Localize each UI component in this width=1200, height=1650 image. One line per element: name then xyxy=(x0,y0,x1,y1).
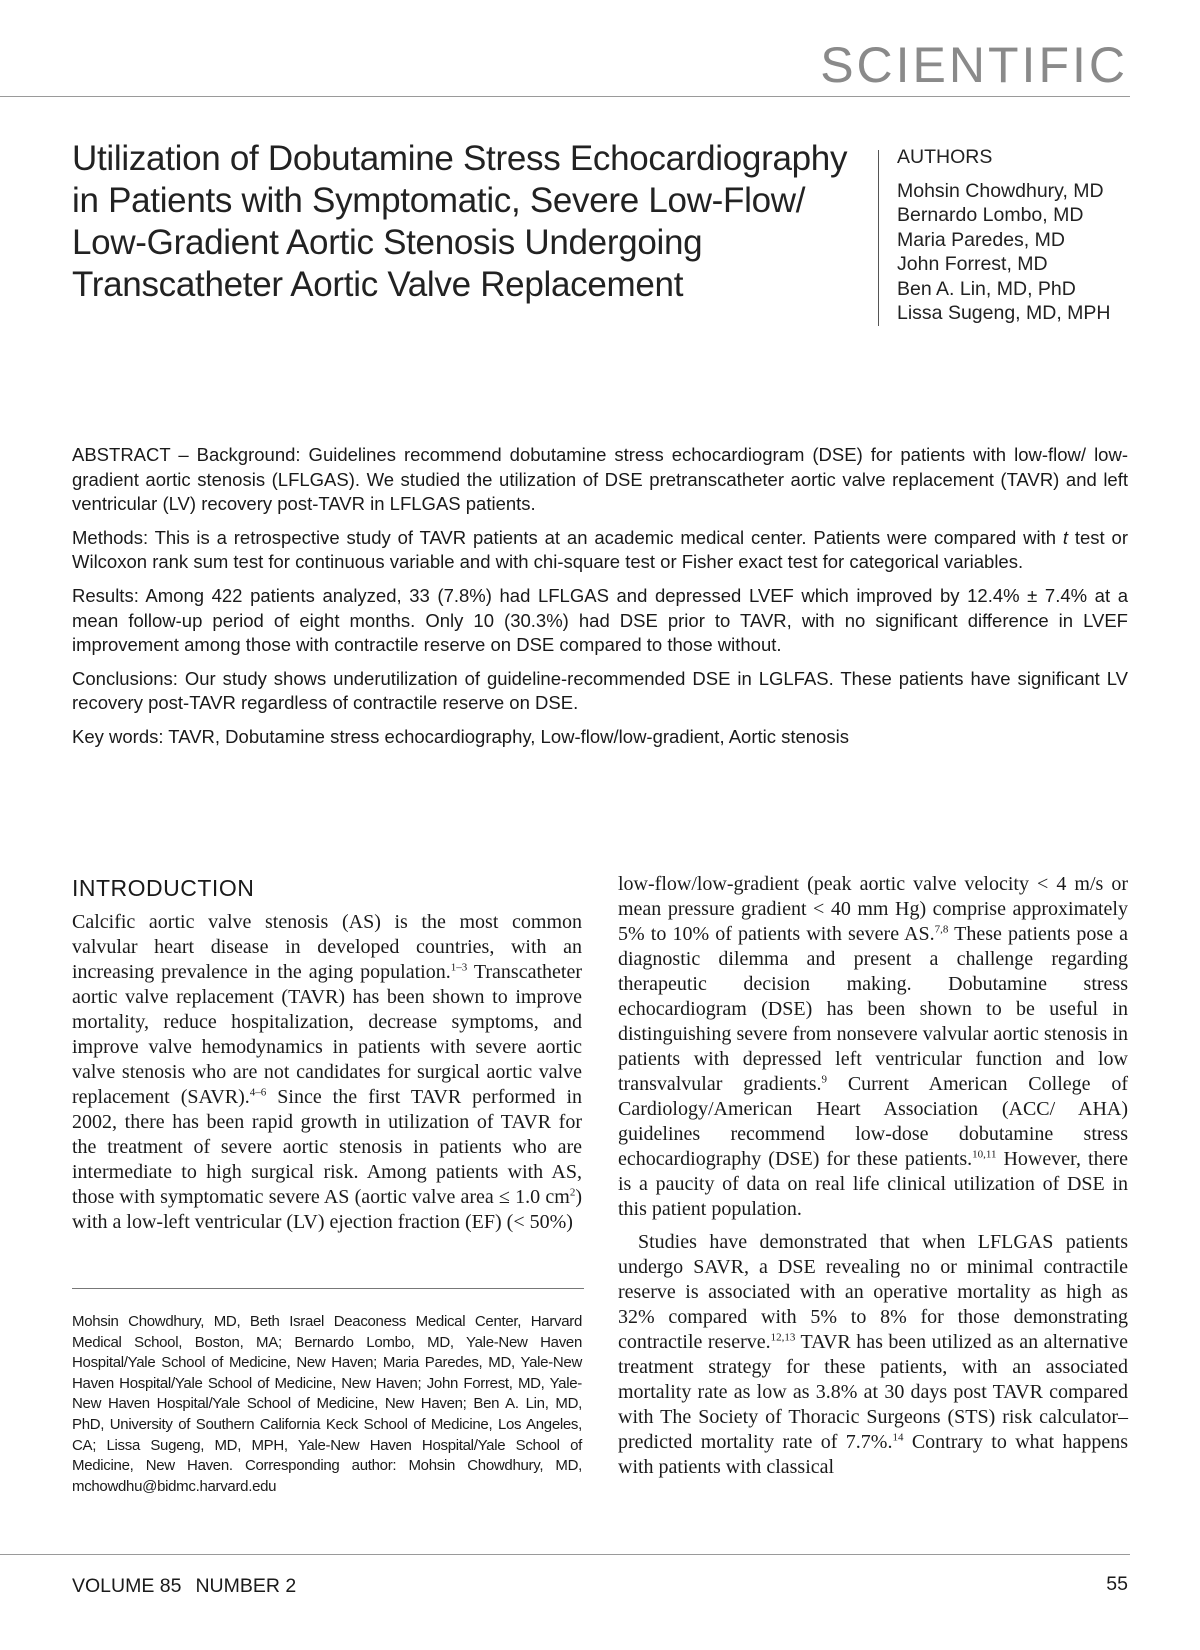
body-text: Since the first TAVR performed in 2002, there has been rapid growth in utilization of TAVR for the treatment of severe aortic stenosis in patients who are intermediate to high surgical risk. Among patients with AS, those with symptomatic severe AS (aortic valve area ≤ 1.0 cm xyxy=(72,1086,582,1208)
abstract-methods xyxy=(72,526,1128,575)
introduction-right-column xyxy=(618,872,1128,1480)
author-name: Bernardo Lombo, MD xyxy=(897,204,1084,226)
citation: 4–6 xyxy=(249,1086,267,1099)
body-text: Current American College of Cardiology/American Heart Association (ACC/ AHA) guidelines recommend low-dose dobutamine stress echocardiography (DSE) for these patients. xyxy=(618,1073,1128,1170)
body-paragraph xyxy=(618,1230,1128,1480)
author-name: Maria Paredes, MD xyxy=(897,228,1065,251)
author-name: Lissa Sugeng, MD, MPH xyxy=(897,302,1111,324)
body-text: Contrary to what happens with patients with classical xyxy=(618,1431,1128,1478)
body-text: These patients pose a diagnostic dilemma and present a challenge regarding therapeutic decision making. Dobutamine stress echocardiogram (DSE) has been shown to be useful in distinguishing severe from nonsevere valvular aortic stenosis in patients with depressed left ventricular function and low transvalvular gradients. xyxy=(618,923,1129,1095)
citation: 10,11 xyxy=(972,1148,997,1161)
authors-heading: AUTHORS xyxy=(897,146,993,168)
footer-number: NUMBER 2 xyxy=(195,1575,297,1597)
footnote-divider xyxy=(72,1288,584,1289)
citation: 7,8 xyxy=(934,923,949,936)
footer-divider xyxy=(0,1554,1130,1555)
footer-issue xyxy=(72,1575,296,1598)
abstract-methods-text: Methods: This is a retrospective study of TAVR patients at an academic medical center. Patients were compared with xyxy=(72,526,1063,548)
section-label: SCIENTIFIC xyxy=(820,37,1128,93)
body-text: However, there is a paucity of data on real life clinical utilization of DSE in this patient population. xyxy=(618,1148,1128,1220)
abstract-results: Results: Among 422 patients analyzed, 33 (7.8%) had LFLGAS and depressed LVEF which improved by 12.4% ± 7.4% at a mean follow-up period of eight months. Only 10 (30.3%) had DSE prior to TAVR, with no significant difference in LVEF improvement among those with contractile reserve on DSE compared to those without. xyxy=(72,584,1128,656)
superscript: 2 xyxy=(569,1186,576,1199)
abstract-conclusions: Conclusions: Our study shows underutilization of guideline-recommended DSE in LGLFAS. These patients have significant LV recovery post-TAVR regardless of contractile reserve on DSE. xyxy=(72,667,1128,714)
authors-block xyxy=(897,145,1187,326)
body-paragraph xyxy=(618,872,1128,1222)
author-name: John Forrest, MD xyxy=(897,253,1048,275)
author-name: Mohsin Chowdhury, MD xyxy=(897,179,1104,202)
citation: 1–3 xyxy=(450,961,468,974)
body-text: TAVR has been utilized as an alternative treatment strategy for these patients, with an associated mortality rate as low as 3.8% at 30 days post TAVR compared with The Society of Thoracic Surgeons (STS) risk calculator–predicted mortality rate of 7.7%. xyxy=(618,1331,1128,1453)
article-title: Utilization of Dobutamine Stress Echocardiography in Patients with Symptomatic, Severe Low-Flow/ Low-Gradient Aortic Stenosis Undergoing Transcatheter Aortic Valve Replacement xyxy=(72,139,848,304)
body-text: Studies have demonstrated that when LFLGAS patients undergo SAVR, a DSE revealing no or minimal contractile reserve is associated with an operative mortality as high as 32% compared with 5% to 8% for those demonstrating contractile reserve. xyxy=(618,1231,1128,1353)
author-name: Ben A. Lin, MD, PhD xyxy=(897,277,1076,300)
abstract-methods-text: test or Wilcoxon rank sum test for continuous variable and with chi-square test or Fisher exact test for categorical variables. xyxy=(72,526,1128,573)
header-divider xyxy=(0,96,1130,97)
abstract xyxy=(72,443,1128,759)
body-text: ) with a low-left ventricular (LV) ejection fraction (EF) (< 50%) xyxy=(72,1186,582,1233)
title-authors-divider xyxy=(878,150,879,326)
citation: 14 xyxy=(892,1431,904,1444)
abstract-keywords: Key words: TAVR, Dobutamine stress echocardiography, Low-flow/low-gradient, Aortic stenosis xyxy=(72,725,849,747)
footer-volume: VOLUME 85 xyxy=(72,1575,182,1597)
abstract-methods-italic: t xyxy=(1062,526,1069,548)
introduction-heading: INTRODUCTION xyxy=(72,875,255,901)
author-affiliations-footnote: Mohsin Chowdhury, MD, Beth Israel Deaconess Medical Center, Harvard Medical School, Boston, MA; Bernardo Lombo, MD, Yale-New Haven Hospital/Yale School of Medicine, New Haven; Maria Paredes, MD, Yale-New Haven Hospital/Yale School of Medicine, New Haven; John Forrest, MD, Yale-New Haven Hospital/Yale School of Medicine, New Haven; Ben A. Lin, MD, PhD, University of Southern California Keck School of Medicine, Los Angeles, CA; Lissa Sugeng, MD, MPH, Yale-New Haven Hospital/Yale School of Medicine, New Haven. Corresponding author: Mohsin Chowdhury, MD, mchowdhu@bidmc.harvard.edu xyxy=(72,1313,582,1495)
introduction-left-column xyxy=(72,910,582,1235)
citation: 9 xyxy=(821,1073,828,1086)
body-text: low-flow/low-gradient (peak aortic valve velocity < 4 m/s or mean pressure gradient < 40 mm Hg) comprise approximately 5% to 10% of patients with severe AS. xyxy=(618,873,1128,945)
citation: 12,13 xyxy=(770,1331,796,1344)
page-number: 55 xyxy=(1106,1573,1128,1595)
body-text: Transcatheter aortic valve replacement (TAVR) has been shown to improve mortality, reduce hospitalization, decrease symptoms, and improve valve hemodynamics in patients with severe aortic valve stenosis who are not candidates for surgical aortic valve replacement (SAVR). xyxy=(72,961,582,1108)
abstract-background: ABSTRACT – Background: Guidelines recommend dobutamine stress echocardiogram (DSE) for patients with low-flow/ low-gradient aortic stenosis (LFLGAS). We studied the utilization of DSE pretranscatheter aortic valve replacement (TAVR) and left ventricular (LV) recovery post-TAVR in LFLGAS patients. xyxy=(72,444,1128,515)
body-paragraph xyxy=(72,910,582,1235)
body-text: Calcific aortic valve stenosis (AS) is the most common valvular heart disease in developed countries, with an increasing prevalence in the aging population. xyxy=(72,911,582,983)
